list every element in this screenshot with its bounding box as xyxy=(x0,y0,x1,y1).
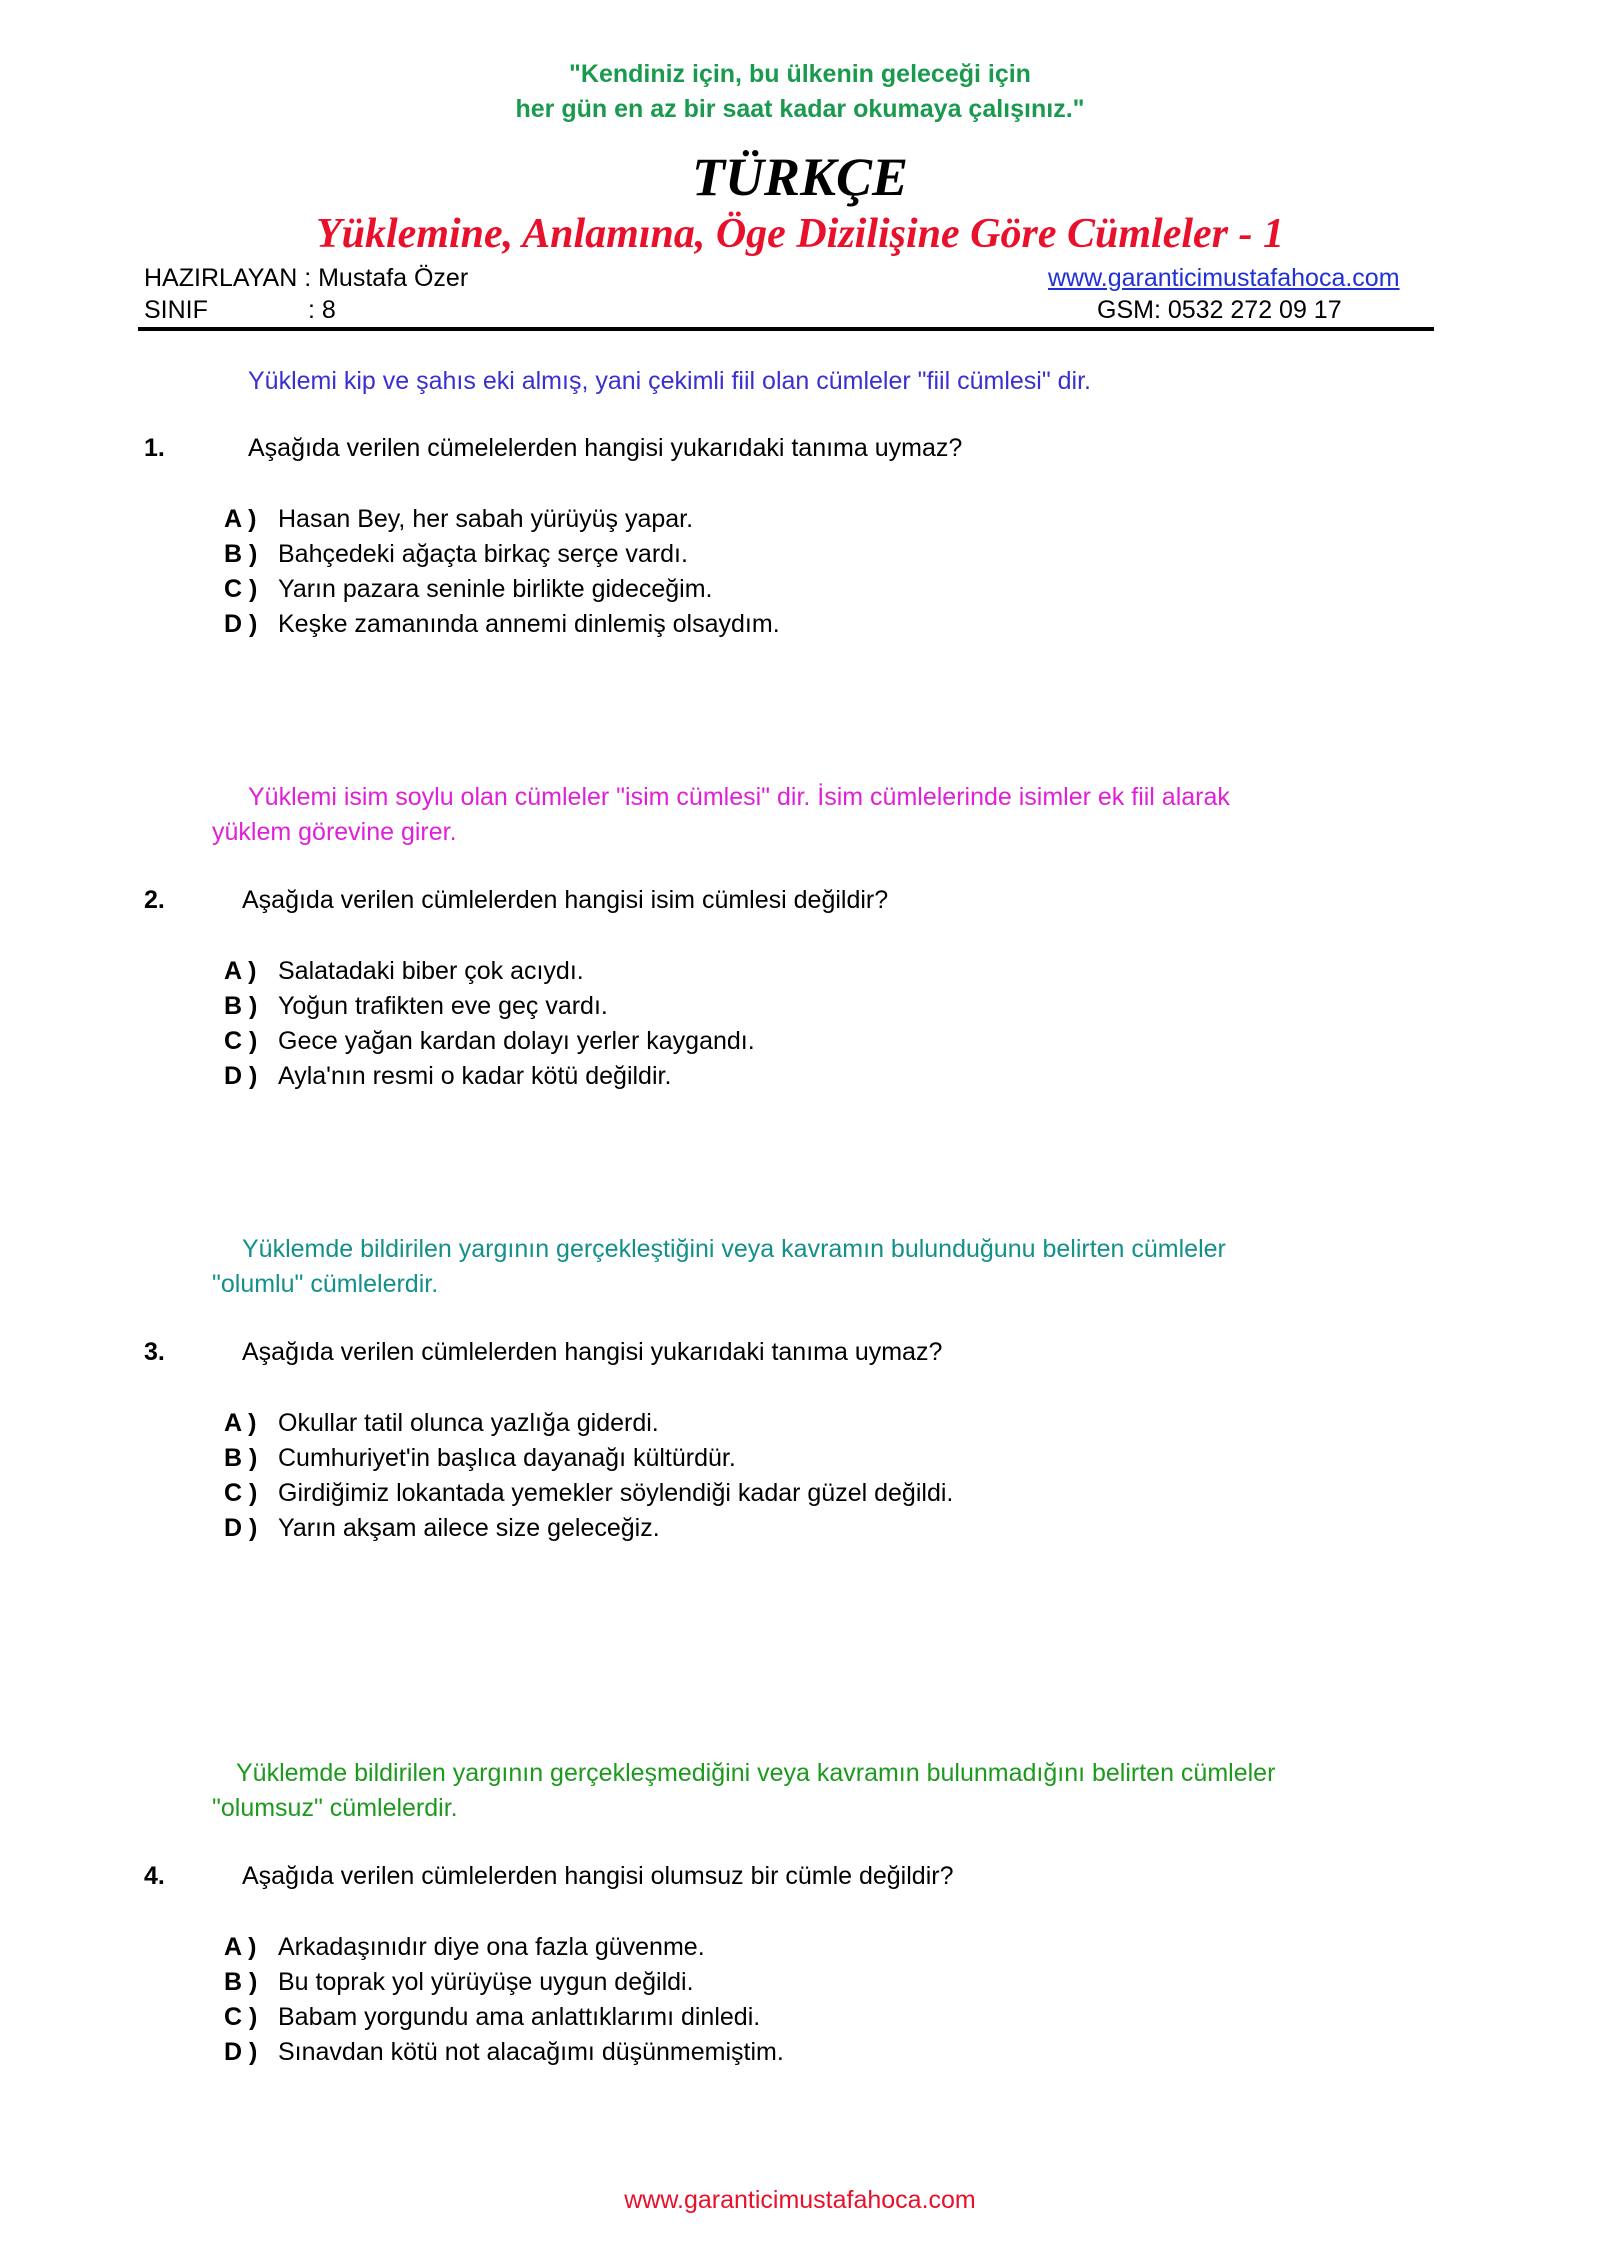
footer-website[interactable]: www.garanticimustafahoca.com xyxy=(624,2186,976,2214)
phone-number: GSM: 0532 272 09 17 xyxy=(1097,296,1342,324)
option-b[interactable]: B ) Yoğun trafikten eve geç vardı. xyxy=(224,992,608,1020)
option-c[interactable]: C ) Gece yağan kardan dolayı yerler kaygandı. xyxy=(224,1027,755,1055)
question-1-text: Aşağıda verilen cümelelerden hangisi yukarıdaki tanıma uymaz? xyxy=(248,434,963,462)
question-4-options xyxy=(224,1930,784,2070)
option-b[interactable]: B ) Cumhuriyet'in başlıca dayanağı kültürdür. xyxy=(224,1444,736,1472)
page-subtitle: Yüklemine, Anlamına, Öge Dizilişine Göre Cümleler - 1 xyxy=(316,211,1284,257)
question-1-number: 1. xyxy=(144,434,165,462)
website-link[interactable]: www.garanticimustafahoca.com xyxy=(1048,264,1400,292)
definition-3 xyxy=(212,1232,1226,1302)
definition-2-line-2: yüklem görevine girer. xyxy=(212,818,457,846)
question-4-number: 4. xyxy=(144,1862,165,1890)
question-4-text: Aşağıda verilen cümlelerden hangisi olumsuz bir cümle değildir? xyxy=(242,1862,954,1890)
definition-4 xyxy=(212,1756,1275,1826)
page-title: TÜRKÇE xyxy=(691,147,909,207)
option-c[interactable]: C ) Yarın pazara seninle birlikte gideceğim. xyxy=(224,575,713,603)
question-3-options xyxy=(224,1406,953,1546)
option-d[interactable]: D ) Yarın akşam ailece size geleceğiz. xyxy=(224,1514,660,1542)
option-d[interactable]: D ) Ayla'nın resmi o kadar kötü değildir. xyxy=(224,1062,672,1090)
option-c[interactable]: C ) Babam yorgundu ama anlattıklarımı dinledi. xyxy=(224,2003,761,2031)
motto-line-1: "Kendiniz için, bu ülkenin geleceği için xyxy=(569,60,1031,88)
option-b[interactable]: B ) Bahçedeki ağaçta birkaç serçe vardı. xyxy=(224,540,688,568)
question-2-text: Aşağıda verilen cümlelerden hangisi isim cümlesi değildir? xyxy=(242,886,889,914)
class-label: SINIF xyxy=(144,296,208,324)
definition-4-line-2: "olumsuz" cümlelerdir. xyxy=(212,1794,458,1822)
option-a[interactable]: A ) Okullar tatil olunca yazlığa giderdi. xyxy=(224,1409,659,1437)
option-d[interactable]: D ) Sınavdan kötü not alacağımı düşünmemiştim. xyxy=(224,2038,784,2066)
header-divider xyxy=(138,327,1434,331)
question-2-number: 2. xyxy=(144,886,165,914)
definition-3-line-2: "olumlu" cümlelerdir. xyxy=(212,1270,439,1298)
option-a[interactable]: A ) Arkadaşınıdır diye ona fazla güvenme. xyxy=(224,1933,705,1961)
class-value: : 8 xyxy=(308,296,336,324)
definition-2-line-1: Yüklemi isim soylu olan cümleler "isim cümlesi" dir. İsim cümlelerinde isimler ek fiil alarak xyxy=(248,783,1230,811)
definition-3-line-1: Yüklemde bildirilen yargının gerçekleştiğini veya kavramın bulunduğunu belirten cümleler xyxy=(242,1235,1226,1263)
question-2-options xyxy=(224,954,755,1094)
author-label: HAZIRLAYAN : Mustafa Özer xyxy=(144,264,469,292)
question-3-text: Aşağıda verilen cümlelerden hangisi yukarıdaki tanıma uymaz? xyxy=(242,1338,943,1366)
definition-2 xyxy=(212,780,1230,850)
definition-4-line-1: Yüklemde bildirilen yargının gerçekleşmediğini veya kavramın bulunmadığını belirten cümleler xyxy=(236,1759,1276,1787)
option-b[interactable]: B ) Bu toprak yol yürüyüşe uygun değildi. xyxy=(224,1968,694,1996)
question-3-number: 3. xyxy=(144,1338,165,1366)
option-a[interactable]: A ) Hasan Bey, her sabah yürüyüş yapar. xyxy=(224,505,694,533)
motto-line-2: her gün en az bir saat kadar okumaya çalışınız." xyxy=(515,95,1085,123)
option-a[interactable]: A ) Salatadaki biber çok acıydı. xyxy=(224,957,584,985)
option-c[interactable]: C ) Girdiğimiz lokantada yemekler söylendiği kadar güzel değildi. xyxy=(224,1479,954,1507)
option-d[interactable]: D ) Keşke zamanında annemi dinlemiş olsaydım. xyxy=(224,610,780,638)
definition-1-line-1: Yüklemi kip ve şahıs eki almış, yani çekimli fiil olan cümleler "fiil cümlesi" dir. xyxy=(248,367,1092,395)
question-1-options xyxy=(224,502,780,642)
definition-1 xyxy=(248,364,1091,399)
